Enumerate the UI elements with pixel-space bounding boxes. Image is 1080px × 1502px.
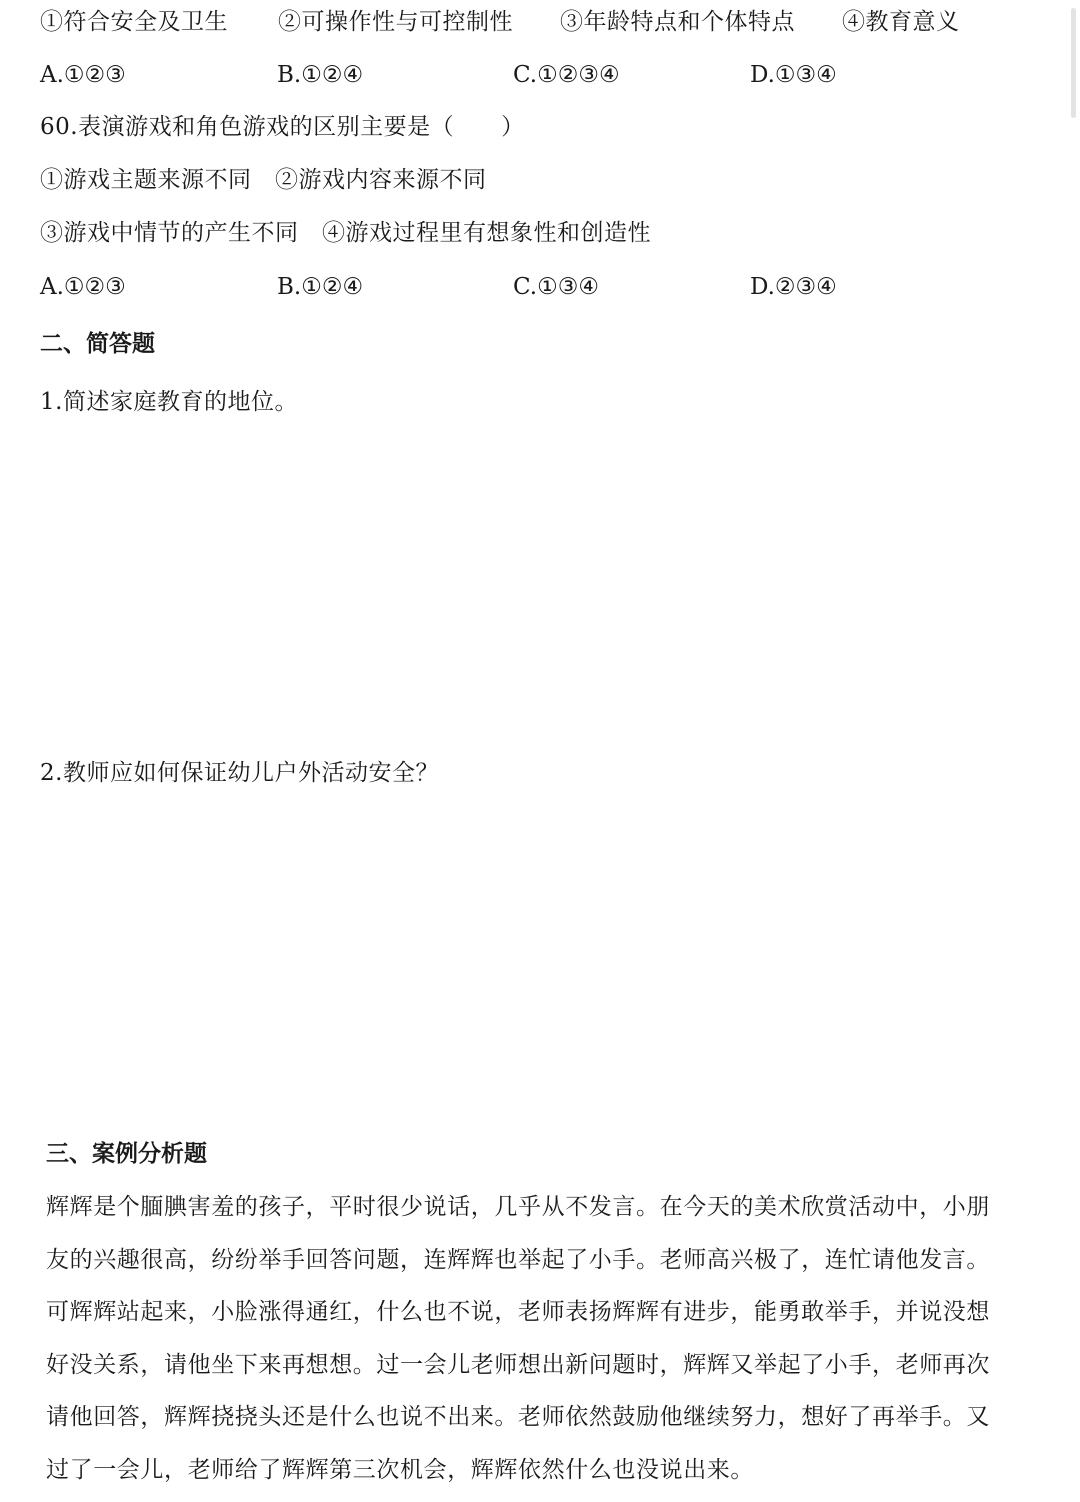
q59-statement-1: ①符合安全及卫生	[40, 9, 228, 35]
case-study-line: 可辉辉站起来，小脸涨得通红，什么也不说，老师表扬辉辉有进步，能勇敢举手，并说没想	[46, 1299, 990, 1325]
case-study-line: 好没关系，请他坐下来再想想。过一会儿老师想出新问题时，辉辉又举起了小手，老师再次	[46, 1351, 990, 1378]
short-answer-question-2: 2.教师应如何保证幼儿户外活动安全？	[40, 760, 439, 786]
case-study-line: 过了一会儿，老师给了辉辉第三次机会，辉辉依然什么也没说出来。	[46, 1456, 754, 1483]
q60-option-a: A.①②③	[40, 274, 126, 300]
q59-option-b: B.①②④	[277, 62, 364, 88]
q59-option-a: A.①②③	[40, 62, 126, 88]
case-study-line: 请他回答，辉辉挠挠头还是什么也说不出来。老师依然鼓励他继续努力，想好了再举手。又	[46, 1404, 990, 1430]
q59-option-d: D.①③④	[750, 62, 837, 88]
scrollbar-thumb[interactable]	[1071, 8, 1076, 118]
q59-statement-2: ②可操作性与可控制性	[278, 9, 513, 35]
case-study-line: 辉辉是个腼腆害羞的孩子，平时很少说话，几乎从不发言。在今天的美术欣赏活动中，小朋	[46, 1194, 990, 1220]
q59-option-c: C.①②③④	[513, 62, 620, 88]
case-study-line: 友的兴趣很高，纷纷举手回答问题，连辉辉也举起了小手。老师高兴极了，连忙请他发言。	[46, 1246, 990, 1273]
case-study-paragraph	[46, 1181, 996, 1496]
q59-statement-3: ③年龄特点和个体特点	[560, 9, 795, 35]
q60-option-b: B.①②④	[277, 274, 364, 300]
q59-statement-4: ④教育意义	[842, 9, 960, 35]
q60-stem: 60.表演游戏和角色游戏的区别主要是（ ）	[40, 114, 525, 140]
vertical-scrollbar[interactable]	[1066, 0, 1080, 1502]
q60-option-c: C.①③④	[513, 274, 599, 300]
q60-option-d: D.②③④	[750, 274, 837, 300]
short-answer-question-1: 1.简述家庭教育的地位。	[40, 389, 298, 415]
section-3-heading: 三、案例分析题	[46, 1141, 207, 1167]
q60-statements-line-1: ①游戏主题来源不同 ②游戏内容来源不同	[40, 167, 487, 193]
q60-statements-line-2: ③游戏中情节的产生不同 ④游戏过程里有想象性和创造性	[40, 220, 651, 246]
section-2-heading: 二、简答题	[40, 331, 155, 357]
